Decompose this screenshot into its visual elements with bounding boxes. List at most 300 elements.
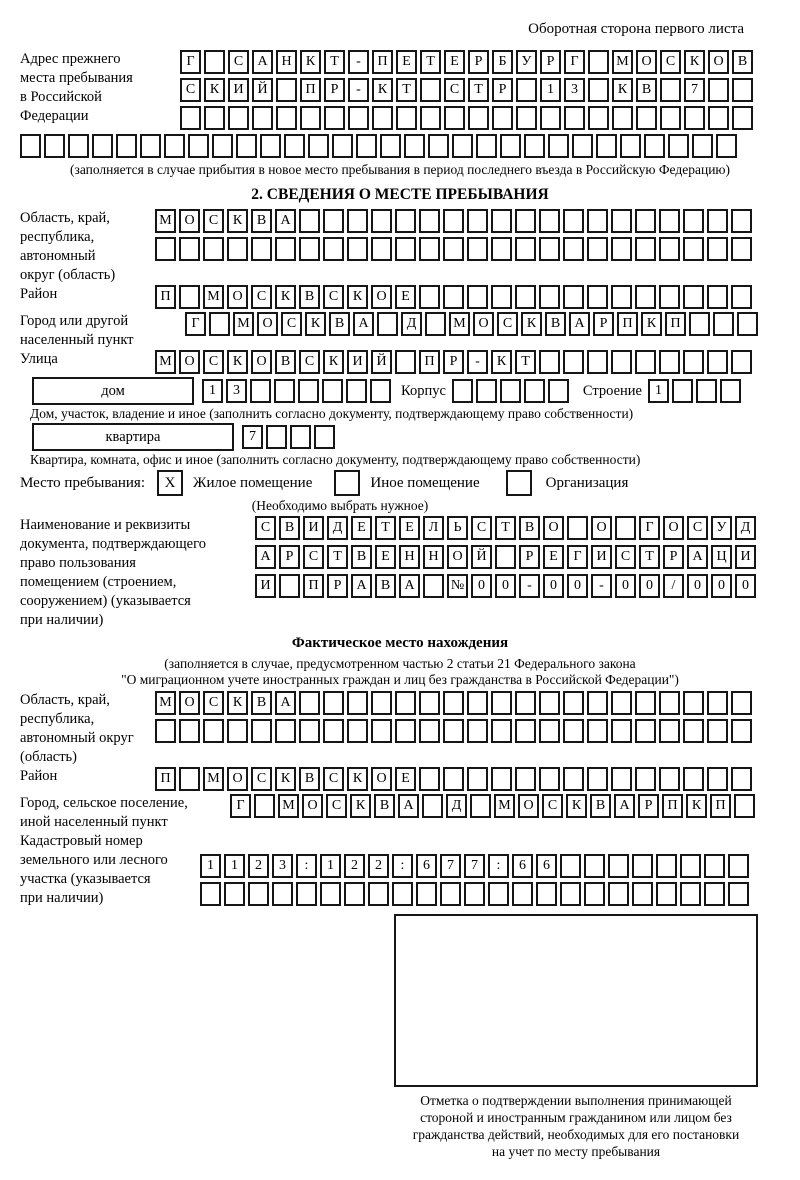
char-box[interactable] bbox=[500, 134, 521, 158]
char-box[interactable] bbox=[92, 134, 113, 158]
char-box[interactable]: Г bbox=[564, 50, 585, 74]
char-box[interactable] bbox=[423, 574, 444, 598]
char-box[interactable] bbox=[332, 134, 353, 158]
char-box[interactable]: Е bbox=[444, 50, 465, 74]
char-box[interactable] bbox=[615, 516, 636, 540]
char-box[interactable]: О bbox=[257, 312, 278, 336]
char-box[interactable]: О bbox=[371, 767, 392, 791]
char-box[interactable]: Т bbox=[468, 78, 489, 102]
char-box[interactable]: О bbox=[302, 794, 323, 818]
char-box[interactable] bbox=[588, 106, 609, 130]
char-box[interactable]: М bbox=[233, 312, 254, 336]
char-box[interactable]: С bbox=[203, 691, 224, 715]
char-box[interactable] bbox=[704, 882, 725, 906]
char-box[interactable] bbox=[254, 794, 275, 818]
char-box[interactable]: Р bbox=[279, 545, 300, 569]
char-box[interactable] bbox=[209, 312, 230, 336]
char-box[interactable]: П bbox=[300, 78, 321, 102]
char-box[interactable] bbox=[347, 237, 368, 261]
char-box[interactable]: В bbox=[519, 516, 540, 540]
char-box[interactable]: 0 bbox=[639, 574, 660, 598]
char-box[interactable]: 0 bbox=[735, 574, 756, 598]
char-box[interactable]: С bbox=[255, 516, 276, 540]
char-box[interactable] bbox=[299, 209, 320, 233]
char-box[interactable] bbox=[539, 767, 560, 791]
char-box[interactable] bbox=[250, 379, 271, 403]
char-box[interactable] bbox=[200, 882, 221, 906]
char-box[interactable] bbox=[612, 106, 633, 130]
char-box[interactable] bbox=[689, 312, 710, 336]
char-box[interactable] bbox=[635, 767, 656, 791]
char-box[interactable] bbox=[632, 882, 653, 906]
char-box[interactable] bbox=[563, 719, 584, 743]
char-box[interactable] bbox=[587, 350, 608, 374]
char-box[interactable] bbox=[68, 134, 89, 158]
char-box[interactable] bbox=[563, 691, 584, 715]
char-box[interactable]: О bbox=[663, 516, 684, 540]
char-box[interactable]: : bbox=[392, 854, 413, 878]
char-box[interactable]: В bbox=[279, 516, 300, 540]
char-box[interactable]: Р bbox=[468, 50, 489, 74]
char-box[interactable] bbox=[298, 379, 319, 403]
char-box[interactable] bbox=[660, 106, 681, 130]
char-box[interactable] bbox=[707, 350, 728, 374]
char-box[interactable] bbox=[672, 379, 693, 403]
char-box[interactable] bbox=[443, 719, 464, 743]
char-box[interactable]: Г bbox=[180, 50, 201, 74]
char-box[interactable]: В bbox=[251, 209, 272, 233]
char-box[interactable] bbox=[452, 379, 473, 403]
char-box[interactable] bbox=[491, 691, 512, 715]
char-box[interactable] bbox=[356, 134, 377, 158]
char-box[interactable]: К bbox=[372, 78, 393, 102]
char-box[interactable]: К bbox=[227, 350, 248, 374]
char-box[interactable] bbox=[396, 106, 417, 130]
char-box[interactable]: С bbox=[203, 209, 224, 233]
char-box[interactable]: О bbox=[543, 516, 564, 540]
char-box[interactable] bbox=[563, 209, 584, 233]
char-box[interactable]: 6 bbox=[512, 854, 533, 878]
char-box[interactable] bbox=[707, 237, 728, 261]
char-box[interactable] bbox=[548, 379, 569, 403]
char-box[interactable]: П bbox=[710, 794, 731, 818]
char-box[interactable] bbox=[203, 719, 224, 743]
char-box[interactable]: К bbox=[323, 350, 344, 374]
char-box[interactable] bbox=[464, 882, 485, 906]
char-box[interactable] bbox=[704, 854, 725, 878]
char-box[interactable] bbox=[299, 691, 320, 715]
char-box[interactable] bbox=[539, 719, 560, 743]
char-box[interactable]: С bbox=[228, 50, 249, 74]
char-box[interactable]: Р bbox=[327, 574, 348, 598]
char-box[interactable]: С bbox=[299, 350, 320, 374]
char-box[interactable]: М bbox=[612, 50, 633, 74]
char-box[interactable] bbox=[707, 719, 728, 743]
char-box[interactable]: Е bbox=[396, 50, 417, 74]
char-box[interactable] bbox=[596, 134, 617, 158]
char-box[interactable] bbox=[320, 882, 341, 906]
char-box[interactable] bbox=[467, 237, 488, 261]
char-box[interactable] bbox=[731, 719, 752, 743]
char-box[interactable] bbox=[443, 691, 464, 715]
char-box[interactable] bbox=[716, 134, 737, 158]
char-box[interactable]: К bbox=[347, 285, 368, 309]
char-box[interactable]: Г bbox=[185, 312, 206, 336]
char-box[interactable] bbox=[300, 106, 321, 130]
char-box[interactable]: К bbox=[300, 50, 321, 74]
char-box[interactable]: К bbox=[347, 767, 368, 791]
char-box[interactable]: Т bbox=[396, 78, 417, 102]
char-box[interactable] bbox=[708, 78, 729, 102]
char-box[interactable] bbox=[572, 134, 593, 158]
char-box[interactable]: М bbox=[449, 312, 470, 336]
char-box[interactable] bbox=[44, 134, 65, 158]
char-box[interactable] bbox=[683, 350, 704, 374]
char-box[interactable]: Т bbox=[324, 50, 345, 74]
char-box[interactable] bbox=[728, 854, 749, 878]
char-box[interactable] bbox=[290, 425, 311, 449]
char-box[interactable]: М bbox=[155, 350, 176, 374]
char-box[interactable]: 0 bbox=[711, 574, 732, 598]
char-box[interactable] bbox=[251, 237, 272, 261]
char-box[interactable] bbox=[635, 691, 656, 715]
char-box[interactable] bbox=[683, 209, 704, 233]
char-box[interactable]: Т bbox=[495, 516, 516, 540]
char-box[interactable]: А bbox=[614, 794, 635, 818]
char-box[interactable]: К bbox=[227, 691, 248, 715]
char-box[interactable] bbox=[204, 106, 225, 130]
char-box[interactable] bbox=[683, 285, 704, 309]
char-box[interactable]: Р bbox=[638, 794, 659, 818]
char-box[interactable] bbox=[608, 882, 629, 906]
char-box[interactable]: У bbox=[711, 516, 732, 540]
char-box[interactable] bbox=[395, 209, 416, 233]
char-box[interactable] bbox=[404, 134, 425, 158]
char-box[interactable]: П bbox=[662, 794, 683, 818]
char-box[interactable] bbox=[515, 691, 536, 715]
checkbox-zhiloe-pomeshchenie[interactable]: X bbox=[157, 470, 183, 496]
char-box[interactable]: О bbox=[179, 209, 200, 233]
char-box[interactable] bbox=[395, 350, 416, 374]
char-box[interactable] bbox=[323, 719, 344, 743]
char-box[interactable]: В bbox=[375, 574, 396, 598]
char-box[interactable]: Н bbox=[423, 545, 444, 569]
char-box[interactable] bbox=[279, 574, 300, 598]
char-box[interactable] bbox=[659, 691, 680, 715]
char-box[interactable] bbox=[371, 691, 392, 715]
char-box[interactable] bbox=[284, 134, 305, 158]
char-box[interactable] bbox=[443, 767, 464, 791]
char-box[interactable] bbox=[731, 767, 752, 791]
char-box[interactable] bbox=[251, 719, 272, 743]
char-box[interactable] bbox=[395, 237, 416, 261]
char-box[interactable]: Н bbox=[399, 545, 420, 569]
char-box[interactable] bbox=[467, 691, 488, 715]
char-box[interactable] bbox=[540, 106, 561, 130]
char-box[interactable]: 0 bbox=[567, 574, 588, 598]
char-box[interactable] bbox=[611, 719, 632, 743]
char-box[interactable]: Р bbox=[663, 545, 684, 569]
char-box[interactable]: А bbox=[255, 545, 276, 569]
char-box[interactable]: : bbox=[488, 854, 509, 878]
char-box[interactable]: К bbox=[350, 794, 371, 818]
char-box[interactable] bbox=[656, 882, 677, 906]
char-box[interactable] bbox=[512, 882, 533, 906]
char-box[interactable] bbox=[323, 237, 344, 261]
char-box[interactable] bbox=[116, 134, 137, 158]
char-box[interactable] bbox=[611, 691, 632, 715]
char-box[interactable] bbox=[620, 134, 641, 158]
char-box[interactable] bbox=[227, 719, 248, 743]
char-box[interactable] bbox=[272, 882, 293, 906]
char-box[interactable] bbox=[392, 882, 413, 906]
char-box[interactable] bbox=[696, 379, 717, 403]
char-box[interactable]: С bbox=[281, 312, 302, 336]
char-box[interactable]: А bbox=[252, 50, 273, 74]
char-box[interactable] bbox=[346, 379, 367, 403]
char-box[interactable]: М bbox=[203, 767, 224, 791]
char-box[interactable]: Г bbox=[230, 794, 251, 818]
char-box[interactable] bbox=[659, 350, 680, 374]
char-box[interactable]: К bbox=[641, 312, 662, 336]
char-box[interactable] bbox=[488, 882, 509, 906]
char-box[interactable] bbox=[266, 425, 287, 449]
char-box[interactable] bbox=[644, 134, 665, 158]
char-box[interactable]: 3 bbox=[564, 78, 585, 102]
char-box[interactable] bbox=[516, 106, 537, 130]
char-box[interactable]: О bbox=[251, 350, 272, 374]
char-box[interactable]: Т bbox=[639, 545, 660, 569]
char-box[interactable]: О bbox=[227, 285, 248, 309]
char-box[interactable]: Г bbox=[567, 545, 588, 569]
char-box[interactable]: 3 bbox=[226, 379, 247, 403]
char-box[interactable]: 6 bbox=[536, 854, 557, 878]
char-box[interactable] bbox=[588, 78, 609, 102]
char-box[interactable]: - bbox=[467, 350, 488, 374]
char-box[interactable] bbox=[536, 882, 557, 906]
char-box[interactable]: А bbox=[399, 574, 420, 598]
char-box[interactable] bbox=[422, 794, 443, 818]
char-box[interactable] bbox=[274, 379, 295, 403]
char-box[interactable] bbox=[275, 719, 296, 743]
char-box[interactable] bbox=[683, 767, 704, 791]
char-box[interactable] bbox=[419, 719, 440, 743]
char-box[interactable]: 1 bbox=[202, 379, 223, 403]
char-box[interactable]: С bbox=[251, 767, 272, 791]
char-box[interactable] bbox=[470, 794, 491, 818]
char-box[interactable]: 0 bbox=[615, 574, 636, 598]
char-box[interactable]: В bbox=[545, 312, 566, 336]
char-box[interactable] bbox=[370, 379, 391, 403]
char-box[interactable] bbox=[227, 237, 248, 261]
char-box[interactable]: - bbox=[348, 50, 369, 74]
char-box[interactable]: С bbox=[615, 545, 636, 569]
char-box[interactable]: - bbox=[519, 574, 540, 598]
char-box[interactable] bbox=[563, 285, 584, 309]
char-box[interactable] bbox=[395, 691, 416, 715]
char-box[interactable]: В bbox=[590, 794, 611, 818]
char-box[interactable] bbox=[692, 134, 713, 158]
char-box[interactable]: 7 bbox=[440, 854, 461, 878]
char-box[interactable]: Е bbox=[351, 516, 372, 540]
char-box[interactable]: К bbox=[521, 312, 542, 336]
char-box[interactable]: В bbox=[636, 78, 657, 102]
char-box[interactable]: С bbox=[497, 312, 518, 336]
char-box[interactable]: И bbox=[735, 545, 756, 569]
char-box[interactable] bbox=[720, 379, 741, 403]
char-box[interactable]: 6 bbox=[416, 854, 437, 878]
char-box[interactable]: У bbox=[516, 50, 537, 74]
char-box[interactable] bbox=[252, 106, 273, 130]
char-box[interactable] bbox=[443, 237, 464, 261]
char-box[interactable] bbox=[731, 209, 752, 233]
char-box[interactable]: Р bbox=[492, 78, 513, 102]
char-box[interactable] bbox=[443, 209, 464, 233]
char-box[interactable]: Р bbox=[540, 50, 561, 74]
char-box[interactable]: М bbox=[278, 794, 299, 818]
char-box[interactable]: К bbox=[204, 78, 225, 102]
char-box[interactable]: 0 bbox=[495, 574, 516, 598]
char-box[interactable] bbox=[164, 134, 185, 158]
char-box[interactable] bbox=[731, 237, 752, 261]
char-box[interactable] bbox=[563, 237, 584, 261]
char-box[interactable] bbox=[348, 106, 369, 130]
char-box[interactable] bbox=[476, 379, 497, 403]
char-box[interactable] bbox=[395, 719, 416, 743]
char-box[interactable]: К bbox=[612, 78, 633, 102]
char-box[interactable]: Ц bbox=[711, 545, 732, 569]
char-box[interactable]: Р bbox=[519, 545, 540, 569]
char-box[interactable]: М bbox=[155, 209, 176, 233]
char-box[interactable]: А bbox=[353, 312, 374, 336]
char-box[interactable] bbox=[347, 209, 368, 233]
char-box[interactable]: В bbox=[351, 545, 372, 569]
char-box[interactable] bbox=[564, 106, 585, 130]
char-box[interactable] bbox=[275, 237, 296, 261]
char-box[interactable]: А bbox=[687, 545, 708, 569]
char-box[interactable] bbox=[515, 767, 536, 791]
char-box[interactable] bbox=[560, 882, 581, 906]
char-box[interactable]: 0 bbox=[687, 574, 708, 598]
char-box[interactable] bbox=[656, 854, 677, 878]
char-box[interactable] bbox=[495, 545, 516, 569]
char-box[interactable] bbox=[563, 350, 584, 374]
char-box[interactable] bbox=[731, 285, 752, 309]
char-box[interactable] bbox=[492, 106, 513, 130]
char-box[interactable]: Г bbox=[639, 516, 660, 540]
char-box[interactable]: О bbox=[473, 312, 494, 336]
char-box[interactable] bbox=[324, 106, 345, 130]
char-box[interactable]: К bbox=[305, 312, 326, 336]
char-box[interactable]: О bbox=[708, 50, 729, 74]
char-box[interactable] bbox=[491, 719, 512, 743]
char-box[interactable] bbox=[515, 237, 536, 261]
char-box[interactable] bbox=[323, 691, 344, 715]
char-box[interactable] bbox=[299, 719, 320, 743]
char-box[interactable]: С bbox=[203, 350, 224, 374]
char-box[interactable] bbox=[539, 691, 560, 715]
char-box[interactable] bbox=[635, 350, 656, 374]
char-box[interactable] bbox=[524, 379, 545, 403]
char-box[interactable]: О bbox=[518, 794, 539, 818]
char-box[interactable] bbox=[587, 209, 608, 233]
char-box[interactable] bbox=[611, 767, 632, 791]
char-box[interactable] bbox=[563, 767, 584, 791]
char-box[interactable] bbox=[371, 209, 392, 233]
char-box[interactable]: В bbox=[732, 50, 753, 74]
char-box[interactable] bbox=[611, 237, 632, 261]
char-box[interactable]: О bbox=[371, 285, 392, 309]
char-box[interactable] bbox=[308, 134, 329, 158]
char-box[interactable] bbox=[419, 209, 440, 233]
char-box[interactable] bbox=[707, 691, 728, 715]
char-box[interactable]: П bbox=[155, 285, 176, 309]
char-box[interactable]: С bbox=[323, 285, 344, 309]
char-box[interactable] bbox=[420, 106, 441, 130]
char-box[interactable] bbox=[548, 134, 569, 158]
char-box[interactable] bbox=[228, 106, 249, 130]
char-box[interactable]: Е bbox=[399, 516, 420, 540]
char-box[interactable]: С bbox=[180, 78, 201, 102]
char-box[interactable]: 0 bbox=[471, 574, 492, 598]
char-box[interactable] bbox=[728, 882, 749, 906]
char-box[interactable]: 2 bbox=[248, 854, 269, 878]
char-box[interactable]: А bbox=[275, 209, 296, 233]
apartment-type-box[interactable]: квартира bbox=[32, 423, 234, 451]
char-box[interactable] bbox=[707, 209, 728, 233]
char-box[interactable]: Й bbox=[471, 545, 492, 569]
char-box[interactable]: 7 bbox=[684, 78, 705, 102]
char-box[interactable]: П bbox=[303, 574, 324, 598]
char-box[interactable] bbox=[567, 516, 588, 540]
char-box[interactable] bbox=[588, 50, 609, 74]
char-box[interactable]: 7 bbox=[242, 425, 263, 449]
char-box[interactable] bbox=[584, 882, 605, 906]
char-box[interactable]: Д bbox=[735, 516, 756, 540]
char-box[interactable] bbox=[276, 106, 297, 130]
char-box[interactable] bbox=[428, 134, 449, 158]
char-box[interactable] bbox=[659, 285, 680, 309]
char-box[interactable] bbox=[708, 106, 729, 130]
char-box[interactable]: В bbox=[275, 350, 296, 374]
char-box[interactable] bbox=[659, 767, 680, 791]
char-box[interactable] bbox=[713, 312, 734, 336]
char-box[interactable]: С bbox=[660, 50, 681, 74]
char-box[interactable]: Т bbox=[375, 516, 396, 540]
char-box[interactable]: И bbox=[255, 574, 276, 598]
char-box[interactable] bbox=[635, 285, 656, 309]
char-box[interactable] bbox=[260, 134, 281, 158]
char-box[interactable] bbox=[587, 691, 608, 715]
char-box[interactable] bbox=[299, 237, 320, 261]
char-box[interactable] bbox=[491, 237, 512, 261]
char-box[interactable]: Д bbox=[401, 312, 422, 336]
char-box[interactable] bbox=[188, 134, 209, 158]
char-box[interactable] bbox=[668, 134, 689, 158]
char-box[interactable] bbox=[539, 237, 560, 261]
char-box[interactable] bbox=[419, 767, 440, 791]
char-box[interactable] bbox=[707, 767, 728, 791]
char-box[interactable]: К bbox=[275, 767, 296, 791]
char-box[interactable] bbox=[680, 882, 701, 906]
char-box[interactable]: - bbox=[591, 574, 612, 598]
char-box[interactable]: И bbox=[228, 78, 249, 102]
char-box[interactable] bbox=[419, 285, 440, 309]
char-box[interactable]: С bbox=[687, 516, 708, 540]
char-box[interactable] bbox=[347, 691, 368, 715]
char-box[interactable] bbox=[491, 209, 512, 233]
char-box[interactable]: С bbox=[323, 767, 344, 791]
